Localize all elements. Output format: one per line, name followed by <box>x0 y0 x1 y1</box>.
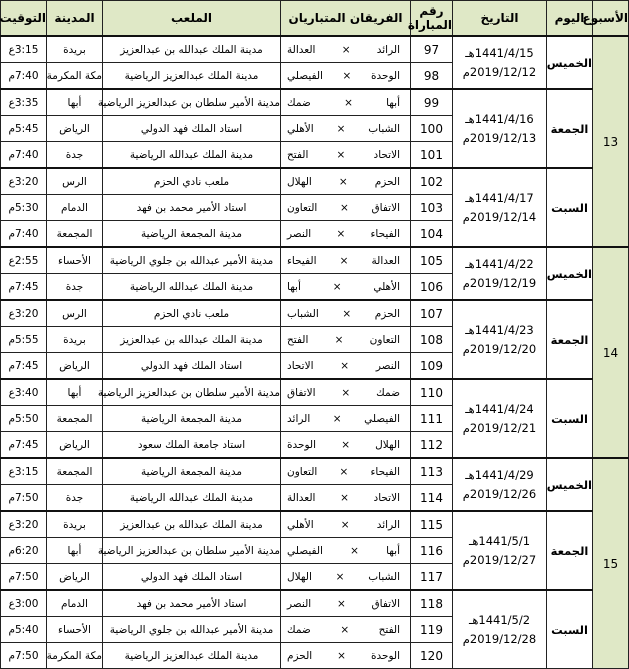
away-team: ضمك <box>287 96 311 109</box>
stadium: ملعب نادي الحزم <box>103 168 281 195</box>
stadium: مدينة الأمير عبدالله بن جلوي الرياضية <box>103 617 281 643</box>
home-team: الشباب <box>368 570 400 583</box>
stadium: مدينة الملك عبدالله الرياضية <box>103 485 281 512</box>
hijri-date: 1441/4/22هـ <box>465 256 534 271</box>
match-number: 119 <box>411 617 453 643</box>
versus-symbol: × <box>342 69 352 82</box>
header-row <box>1 1 629 37</box>
kickoff-time: 7:40م <box>1 63 47 90</box>
match-number: 100 <box>411 116 453 142</box>
match-date <box>453 511 547 590</box>
kickoff-time: 2:55ع <box>1 247 47 274</box>
match-number: 114 <box>411 485 453 512</box>
versus-symbol: × <box>340 359 350 372</box>
stadium: مدينة الملك عبدالعزيز الرياضية <box>103 63 281 90</box>
table-row <box>1 379 629 406</box>
city: جدة <box>47 485 103 512</box>
stadium: مدينة الأمير عبدالله بن جلوي الرياضية <box>103 247 281 274</box>
home-team: الاتحاد <box>373 148 400 161</box>
hijri-date: 1441/4/15هـ <box>465 45 534 60</box>
versus-symbol: × <box>350 544 359 557</box>
match-teams <box>281 89 411 116</box>
away-team: الهلال <box>287 570 312 583</box>
stadium: مدينة المجمعة الرياضية <box>103 221 281 248</box>
match-teams <box>281 538 411 564</box>
header-city: المدينة <box>47 1 103 37</box>
city: المجمعة <box>47 221 103 248</box>
hijri-date: 1441/4/16هـ <box>465 111 534 126</box>
stadium: استاد جامعة الملك سعود <box>103 432 281 459</box>
away-team: الفيحاء <box>287 254 317 267</box>
kickoff-time: 7:40م <box>1 221 47 248</box>
stadium: ملعب نادي الحزم <box>103 300 281 327</box>
match-date <box>453 168 547 247</box>
kickoff-time: 5:50م <box>1 406 47 432</box>
city: أبها <box>47 89 103 116</box>
day-name: السبت <box>547 590 593 669</box>
match-number: 98 <box>411 63 453 90</box>
match-teams <box>281 327 411 353</box>
city: الرياض <box>47 353 103 380</box>
city: أبها <box>47 379 103 406</box>
match-date <box>453 300 547 379</box>
gregorian-date: 2019/12/21م <box>462 420 537 435</box>
match-number: 116 <box>411 538 453 564</box>
match-number: 97 <box>411 36 453 63</box>
match-number: 117 <box>411 564 453 591</box>
kickoff-time: 5:30م <box>1 195 47 221</box>
table-row <box>1 300 629 327</box>
hijri-date: 1441/4/24هـ <box>465 401 534 416</box>
kickoff-time: 7:40م <box>1 142 47 169</box>
match-number: 113 <box>411 458 453 485</box>
home-team: الهلال <box>375 438 400 451</box>
versus-symbol: × <box>339 465 349 478</box>
home-team: التعاون <box>369 333 400 346</box>
versus-symbol: × <box>340 201 349 214</box>
away-team: الحزم <box>287 649 313 662</box>
match-number: 111 <box>411 406 453 432</box>
away-team: الهلال <box>287 175 312 188</box>
home-team: العدالة <box>371 254 400 267</box>
match-teams <box>281 142 411 169</box>
day-name: الخميس <box>547 458 593 511</box>
stadium: استاد الأمير محمد بن فهد <box>103 590 281 617</box>
city: الأحساء <box>47 247 103 274</box>
city: الرياض <box>47 432 103 459</box>
versus-symbol: × <box>341 438 350 451</box>
match-teams <box>281 247 411 274</box>
match-number: 103 <box>411 195 453 221</box>
away-team: النصر <box>287 597 312 610</box>
kickoff-time: 3:20ع <box>1 300 47 327</box>
header-teams: الفريقان المتباريان <box>281 1 411 37</box>
match-number: 109 <box>411 353 453 380</box>
stadium: مدينة الملك عبدالعزيز الرياضية <box>103 643 281 669</box>
header-day: اليوم <box>547 1 593 37</box>
stadium: مدينة المجمعة الرياضية <box>103 458 281 485</box>
away-team: الرائد <box>287 412 311 425</box>
match-teams <box>281 116 411 142</box>
city: مكة المكرمة <box>47 63 103 90</box>
home-team: الوحدة <box>370 69 400 82</box>
versus-symbol: × <box>341 43 351 56</box>
home-team: الفيحاء <box>370 227 400 240</box>
home-team: أبها <box>386 96 400 109</box>
city: الأحساء <box>47 617 103 643</box>
match-teams <box>281 458 411 485</box>
away-team: الفتح <box>287 333 309 346</box>
versus-symbol: × <box>341 386 351 399</box>
kickoff-time: 3:15ع <box>1 36 47 63</box>
stadium: مدينة الملك عبدالله بن عبدالعزيز <box>103 327 281 353</box>
header-week: الأسبوع <box>593 1 629 37</box>
away-team: الشباب <box>287 307 319 320</box>
match-teams <box>281 564 411 591</box>
home-team: الحزم <box>374 307 400 320</box>
match-teams <box>281 379 411 406</box>
versus-symbol: × <box>340 623 350 636</box>
gregorian-date: 2019/12/20م <box>462 341 537 356</box>
city: الرياض <box>47 116 103 142</box>
away-team: الوحدة <box>287 438 317 451</box>
day-name: الخميس <box>547 36 593 89</box>
kickoff-time: 3:15ع <box>1 458 47 485</box>
table-row <box>1 458 629 485</box>
versus-symbol: × <box>344 96 353 109</box>
match-number: 115 <box>411 511 453 538</box>
versus-symbol: × <box>335 570 345 583</box>
away-team: التعاون <box>287 201 318 214</box>
match-teams <box>281 274 411 301</box>
match-number: 99 <box>411 89 453 116</box>
hijri-date: 1441/5/2هـ <box>468 612 531 627</box>
table-row <box>1 511 629 538</box>
match-number: 106 <box>411 274 453 301</box>
city: مكة المكرمة <box>47 643 103 669</box>
kickoff-time: 7:45م <box>1 353 47 380</box>
versus-symbol: × <box>336 148 346 161</box>
day-name: الجمعة <box>547 300 593 379</box>
gregorian-date: 2019/12/28م <box>462 631 537 646</box>
stadium: مدينة الملك عبدالله الرياضية <box>103 142 281 169</box>
away-team: الفتح <box>287 148 309 161</box>
stadium: مدينة الأمير سلطان بن عبدالعزيز الرياضية <box>103 538 281 564</box>
match-teams <box>281 485 411 512</box>
stadium: مدينة الملك عبدالله الرياضية <box>103 274 281 301</box>
header-time: التوقيت <box>1 1 47 37</box>
kickoff-time: 3:20ع <box>1 168 47 195</box>
match-number: 110 <box>411 379 453 406</box>
table-row <box>1 89 629 116</box>
match-teams <box>281 617 411 643</box>
home-team: ضمك <box>376 386 400 399</box>
match-teams <box>281 168 411 195</box>
kickoff-time: 5:40م <box>1 617 47 643</box>
table-row <box>1 247 629 274</box>
stadium: مدينة الأمير سلطان بن عبدالعزيز الرياضية <box>103 379 281 406</box>
match-number: 107 <box>411 300 453 327</box>
stadium: استاد الملك فهد الدولي <box>103 564 281 591</box>
home-team: أبها <box>386 544 400 557</box>
kickoff-time: 7:45م <box>1 432 47 459</box>
home-team: الرائد <box>376 43 400 56</box>
match-date <box>453 247 547 300</box>
versus-symbol: × <box>337 649 346 662</box>
home-team: الاتفاق <box>371 201 400 214</box>
match-date <box>453 36 547 89</box>
away-team: أبها <box>287 280 301 293</box>
gregorian-date: 2019/12/26م <box>462 486 537 501</box>
match-date <box>453 379 547 458</box>
match-teams <box>281 300 411 327</box>
city: أبها <box>47 538 103 564</box>
versus-symbol: × <box>342 307 352 320</box>
kickoff-time: 5:45م <box>1 116 47 142</box>
city: الدمام <box>47 195 103 221</box>
away-team: العدالة <box>287 43 316 56</box>
day-name: السبت <box>547 168 593 247</box>
match-teams <box>281 432 411 459</box>
home-team: الاتفاق <box>371 597 400 610</box>
stadium: استاد الملك فهد الدولي <box>103 353 281 380</box>
versus-symbol: × <box>340 491 349 504</box>
day-name: الخميس <box>547 247 593 300</box>
versus-symbol: × <box>340 518 350 531</box>
day-name: الجمعة <box>547 89 593 168</box>
city: الرياض <box>47 564 103 591</box>
stadium: مدينة الأمير سلطان بن عبدالعزيز الرياضية <box>103 89 281 116</box>
gregorian-date: 2019/12/13م <box>462 130 537 145</box>
match-date <box>453 89 547 168</box>
kickoff-time: 7:50م <box>1 485 47 512</box>
away-team: الاتفاق <box>287 386 316 399</box>
home-team: الفتح <box>378 623 400 636</box>
stadium: مدينة الملك عبدالله بن عبدالعزيز <box>103 511 281 538</box>
home-team: الشباب <box>368 122 400 135</box>
home-team: الوحدة <box>370 649 400 662</box>
versus-symbol: × <box>339 254 349 267</box>
hijri-date: 1441/4/17هـ <box>465 190 534 205</box>
away-team: الفيصلي <box>287 544 323 557</box>
match-number: 108 <box>411 327 453 353</box>
hijri-date: 1441/4/23هـ <box>465 322 534 337</box>
home-team: الفيحاء <box>370 465 400 478</box>
home-team: الاتحاد <box>373 491 400 504</box>
header-stadium: الملعب <box>103 1 281 37</box>
header-date: التاريخ <box>453 1 547 37</box>
match-number: 101 <box>411 142 453 169</box>
away-team: ضمك <box>287 623 311 636</box>
away-team: الأهلي <box>287 518 314 531</box>
versus-symbol: × <box>336 122 346 135</box>
week-number: 15 <box>593 458 629 669</box>
away-team: العدالة <box>287 491 316 504</box>
match-teams <box>281 643 411 669</box>
hijri-date: 1441/5/1هـ <box>468 533 531 548</box>
kickoff-time: 3:20ع <box>1 511 47 538</box>
gregorian-date: 2019/12/27م <box>462 552 537 567</box>
match-number: 120 <box>411 643 453 669</box>
match-teams <box>281 406 411 432</box>
kickoff-time: 7:50م <box>1 643 47 669</box>
home-team: الفيصلي <box>364 412 400 425</box>
hijri-date: 1441/4/29هـ <box>465 467 534 482</box>
city: جدة <box>47 274 103 301</box>
match-teams <box>281 63 411 90</box>
day-name: الجمعة <box>547 511 593 590</box>
week-number: 13 <box>593 36 629 247</box>
versus-symbol: × <box>338 175 348 188</box>
match-teams <box>281 511 411 538</box>
home-team: النصر <box>375 359 400 372</box>
away-team: الأهلي <box>287 122 314 135</box>
away-team: الاتحاد <box>287 359 314 372</box>
city: جدة <box>47 142 103 169</box>
match-teams <box>281 36 411 63</box>
table-row <box>1 590 629 617</box>
week-number: 14 <box>593 247 629 458</box>
home-team: الحزم <box>374 175 400 188</box>
match-teams <box>281 195 411 221</box>
kickoff-time: 3:35ع <box>1 89 47 116</box>
city: بريدة <box>47 36 103 63</box>
city: بريدة <box>47 327 103 353</box>
match-date <box>453 590 547 669</box>
match-number: 118 <box>411 590 453 617</box>
kickoff-time: 7:45م <box>1 274 47 301</box>
kickoff-time: 6:20م <box>1 538 47 564</box>
city: المجمعة <box>47 458 103 485</box>
gregorian-date: 2019/12/12م <box>462 64 537 79</box>
versus-symbol: × <box>332 412 342 425</box>
away-team: التعاون <box>287 465 318 478</box>
city: بريدة <box>47 511 103 538</box>
match-teams <box>281 221 411 248</box>
stadium: مدينة الملك عبدالله بن عبدالعزيز <box>103 36 281 63</box>
match-number: 102 <box>411 168 453 195</box>
kickoff-time: 3:00ع <box>1 590 47 617</box>
match-teams <box>281 590 411 617</box>
versus-symbol: × <box>332 280 342 293</box>
match-teams <box>281 353 411 380</box>
city: الدمام <box>47 590 103 617</box>
city: الرس <box>47 300 103 327</box>
table-row <box>1 168 629 195</box>
match-number: 105 <box>411 247 453 274</box>
stadium: استاد الملك فهد الدولي <box>103 116 281 142</box>
stadium: استاد الأمير محمد بن فهد <box>103 195 281 221</box>
day-name: السبت <box>547 379 593 458</box>
stadium: مدينة المجمعة الرياضية <box>103 406 281 432</box>
kickoff-time: 3:40ع <box>1 379 47 406</box>
header-match-number: رقم المباراة <box>411 1 453 37</box>
away-team: النصر <box>287 227 312 240</box>
versus-symbol: × <box>336 597 346 610</box>
gregorian-date: 2019/12/19م <box>462 275 537 290</box>
city: الرس <box>47 168 103 195</box>
kickoff-time: 5:55م <box>1 327 47 353</box>
match-number: 104 <box>411 221 453 248</box>
match-number: 112 <box>411 432 453 459</box>
away-team: الفيصلي <box>287 69 323 82</box>
home-team: الأهلي <box>373 280 400 293</box>
table-row <box>1 36 629 63</box>
versus-symbol: × <box>336 227 346 240</box>
home-team: الرائد <box>376 518 400 531</box>
versus-symbol: × <box>334 333 344 346</box>
gregorian-date: 2019/12/14م <box>462 209 537 224</box>
kickoff-time: 7:50م <box>1 564 47 591</box>
match-date <box>453 458 547 511</box>
city: المجمعة <box>47 406 103 432</box>
